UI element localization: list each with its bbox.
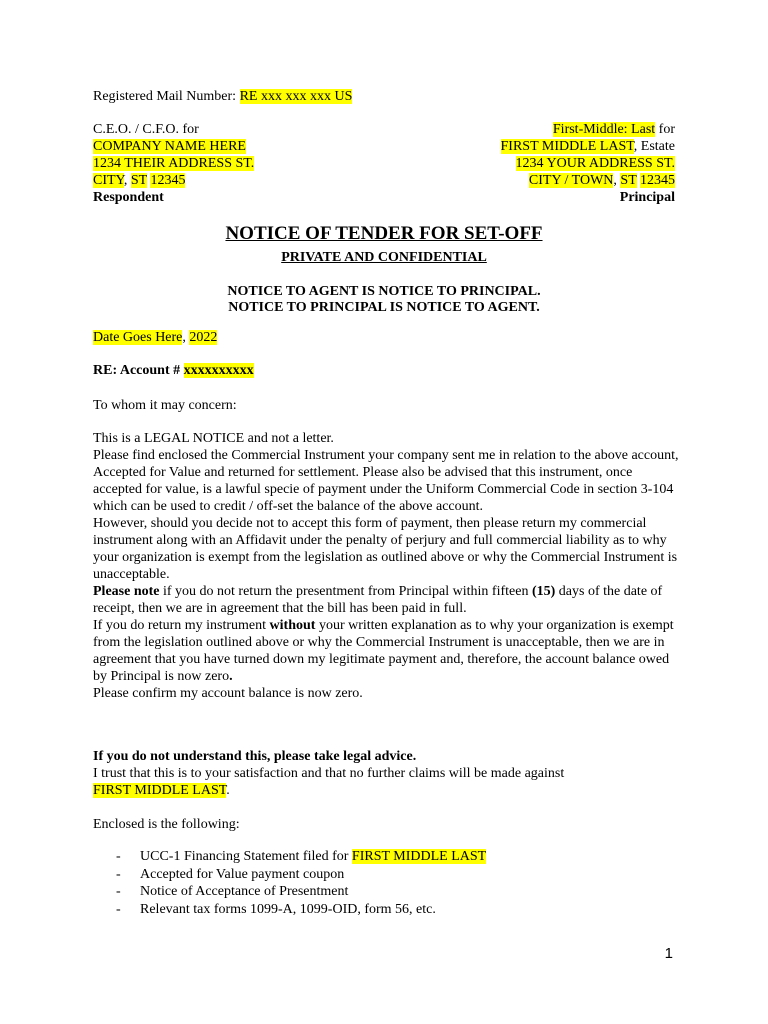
date-line: Date Goes Here, 2022: [93, 330, 218, 345]
respondent-company: COMPANY NAME HERE: [93, 139, 246, 154]
account-reference: RE: Account # xxxxxxxxxx: [93, 363, 254, 378]
respondent-city-line: CITY, ST 12345: [93, 173, 186, 188]
list-item: - Accepted for Value payment coupon: [116, 866, 345, 882]
registered-mail-line: [93, 88, 352, 105]
enclosures-list: [93, 848, 486, 918]
document-title: NOTICE OF TENDER FOR SET-OFF: [225, 223, 543, 244]
respondent-role: Respondent: [93, 190, 164, 205]
notice-body: [93, 430, 683, 702]
principal-city-line: CITY / TOWN, ST 12345: [528, 173, 675, 188]
dash-bullet: -: [116, 884, 121, 899]
page-number: 1: [664, 945, 673, 962]
dash-bullet: -: [116, 901, 121, 917]
agent-notice-line2: NOTICE TO PRINCIPAL IS NOTICE TO AGENT.: [228, 300, 540, 315]
list-item: - UCC-1 Financing Statement filed for FIRST MIDDLE LAST: [116, 849, 487, 864]
principal-role: Principal: [619, 190, 675, 205]
principal-estate-line: FIRST MIDDLE LAST, Estate: [500, 139, 675, 154]
enclosed-heading: Enclosed is the following:: [93, 817, 240, 832]
paragraph-enclosed-instrument: Please find enclosed the Commercial Instrument your company sent me in relation to the above account, Accepted for Value and returned for settlement. Please also be advised that this instrument, once accepted for value, is a lawful specie of payment under the Uniform Commercial Code in section 3-104 which can be used to credit / off-set the balance of the above account.: [93, 448, 679, 514]
paragraph-without-explanation: If you do return my instrument without your written explanation as to why your organization is exempt from the legislation outlined above or why the Commercial Instrument is unacceptable, then we are in agreement that you have turned down my legitimate payment and, therefore, the account balance owed by Principal is now zero.: [93, 618, 674, 684]
agent-notice-line1: NOTICE TO AGENT IS NOTICE TO PRINCIPAL.: [227, 284, 541, 299]
registered-mail-label: Registered Mail Number:: [93, 89, 240, 104]
account-number: xxxxxxxxxx: [183, 363, 254, 378]
document-subtitle: PRIVATE AND CONFIDENTIAL: [281, 250, 487, 265]
list-item: - Notice of Acceptance of Presentment: [116, 884, 349, 899]
paragraph-confirm-balance: Please confirm my account balance is now zero.: [93, 686, 363, 701]
principal-address: 1234 YOUR ADDRESS ST.: [515, 156, 675, 171]
dash-bullet: -: [116, 866, 121, 882]
legal-advice-line: If you do not understand this, please take legal advice.: [93, 749, 417, 764]
greeting: To whom it may concern:: [93, 398, 237, 413]
list-item: - Relevant tax forms 1099-A, 1099-OID, form 56, etc.: [116, 901, 436, 917]
respondent-address: 1234 THEIR ADDRESS ST.: [93, 156, 255, 171]
registered-mail-number: RE xxx xxx xxx US: [239, 89, 353, 104]
paragraph-please-note: Please note if you do not return the presentment from Principal within fifteen (15) days of the date of receipt, then we are in agreement that the bill has been paid in full.: [93, 584, 663, 616]
respondent-line1: C.E.O. / C.F.O. for: [93, 122, 199, 137]
paragraph-return-instrument: However, should you decide not to accept this form of payment, then please return my commercial instrument along with an Affidavit under the penalty of perjury and full commercial liability as to why your organization is exempt from the legislation as outlined above or why the Commercial Instrument is unacceptable.: [93, 516, 678, 582]
paragraph-legal-notice: This is a LEGAL NOTICE and not a letter.: [93, 431, 334, 446]
trust-name-line: FIRST MIDDLE LAST.: [93, 783, 230, 798]
trust-line: I trust that this is to your satisfaction and that no further claims will be made against: [93, 766, 565, 781]
dash-bullet: -: [116, 849, 121, 864]
principal-name-line: First-Middle: Last for: [552, 122, 675, 137]
